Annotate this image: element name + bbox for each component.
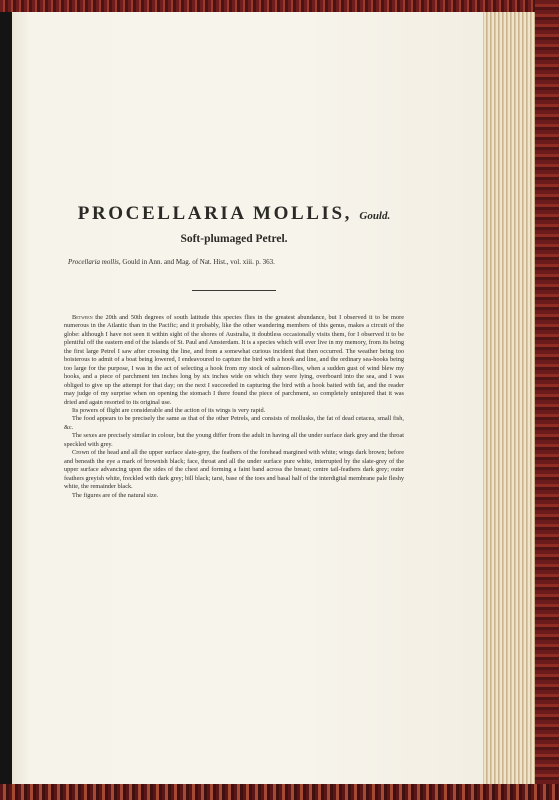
citation-species: Procellaria mollis, (68, 258, 121, 266)
species-author: Gould. (359, 210, 391, 222)
paragraph-1-lead: Between (72, 314, 93, 321)
divider-rule (192, 290, 276, 291)
citation-reference: Gould in Ann. and Mag. of Nat. Hist., vol. xiii. p. 363. (122, 258, 275, 266)
page-content (64, 203, 404, 500)
species-name: PROCELLARIA MOLLIS, (77, 203, 353, 224)
citation (64, 258, 404, 266)
cover-edge-top (0, 0, 559, 12)
paragraph-5: Crown of the head and all the upper surface slate-grey, the feathers of the forehead margined with white; wings dark brown; before and beneath the eye a mark of brownish black; face, throat and all the under surface pure white, interrupted by the slate-grey of the upper surface advancing upon the sides of the chest and forming a faint band across the breast; centre tail-feathers dark grey; outer feathers greyish white, freckled with dark grey; bill black; tarsi, base of the toes and basal half of the interdigital membrane pale fleshy white, the remainder black. (64, 449, 404, 491)
paragraph-4: The sexes are precisely similar in colour, but the young differ from the adult in having all the under surface dark grey and the throat speckled with grey. (64, 432, 404, 448)
body-text (64, 314, 404, 500)
paragraph-3: The food appears to be precisely the same as that of the other Petrels, and consists of mollusks, the fat of dead cetacea, small fish, &c. (64, 415, 404, 431)
binding-shadow (0, 0, 12, 800)
common-name: Soft-plumaged Petrel. (180, 233, 288, 245)
paragraph-6: The figures are of the natural size. (72, 491, 159, 499)
page-edges (483, 12, 535, 784)
species-title (64, 203, 404, 225)
paragraph-1 (64, 314, 404, 407)
paragraph-2: Its powers of flight are considerable and the action of its wings is very rapid. (72, 406, 266, 414)
cover-edge-bottom (0, 784, 559, 800)
cover-edge-right (535, 0, 559, 800)
paragraph-1-text: the 20th and 50th degrees of south latitude this species flies in the greatest abundance, but I observed it to be more numerous in the Atlantic than in the Pacific; and it probably, like the other wandering members of this genus, makes a circuit of the globe: although I have not seen it within sight of the shores of Australia, it doubtless occasionally visits them, for I observed it to be plentiful off the eastern end of the islands of St. Paul and Amsterdam. It is a species which will ever live in my memory, from its being the first large Petrel I saw after crossing the line, and from a somewhat curious incident that then occurred. The weather being too boisterous to admit of a boat being lowered, I endeavoured to capture the bird with a hook and line, and the ordinary sea-hooks being too large for the purpose, I was in the act of selecting a hook from my stock of salmon-flies, when a sudden gust of wind blew my hooks, and a piece of parchment ten inches long by six inches wide on which they were lying, overboard into the sea, and I was obliged to give up the attempt for that day; on the next I succeeded in capturing the bird with a hook baited with fat, and the reader may judge of my surprise when on opening the stomach I there found the piece of parchment, so completely uninjured that it was dried and again resorted to its original use. (64, 314, 404, 406)
